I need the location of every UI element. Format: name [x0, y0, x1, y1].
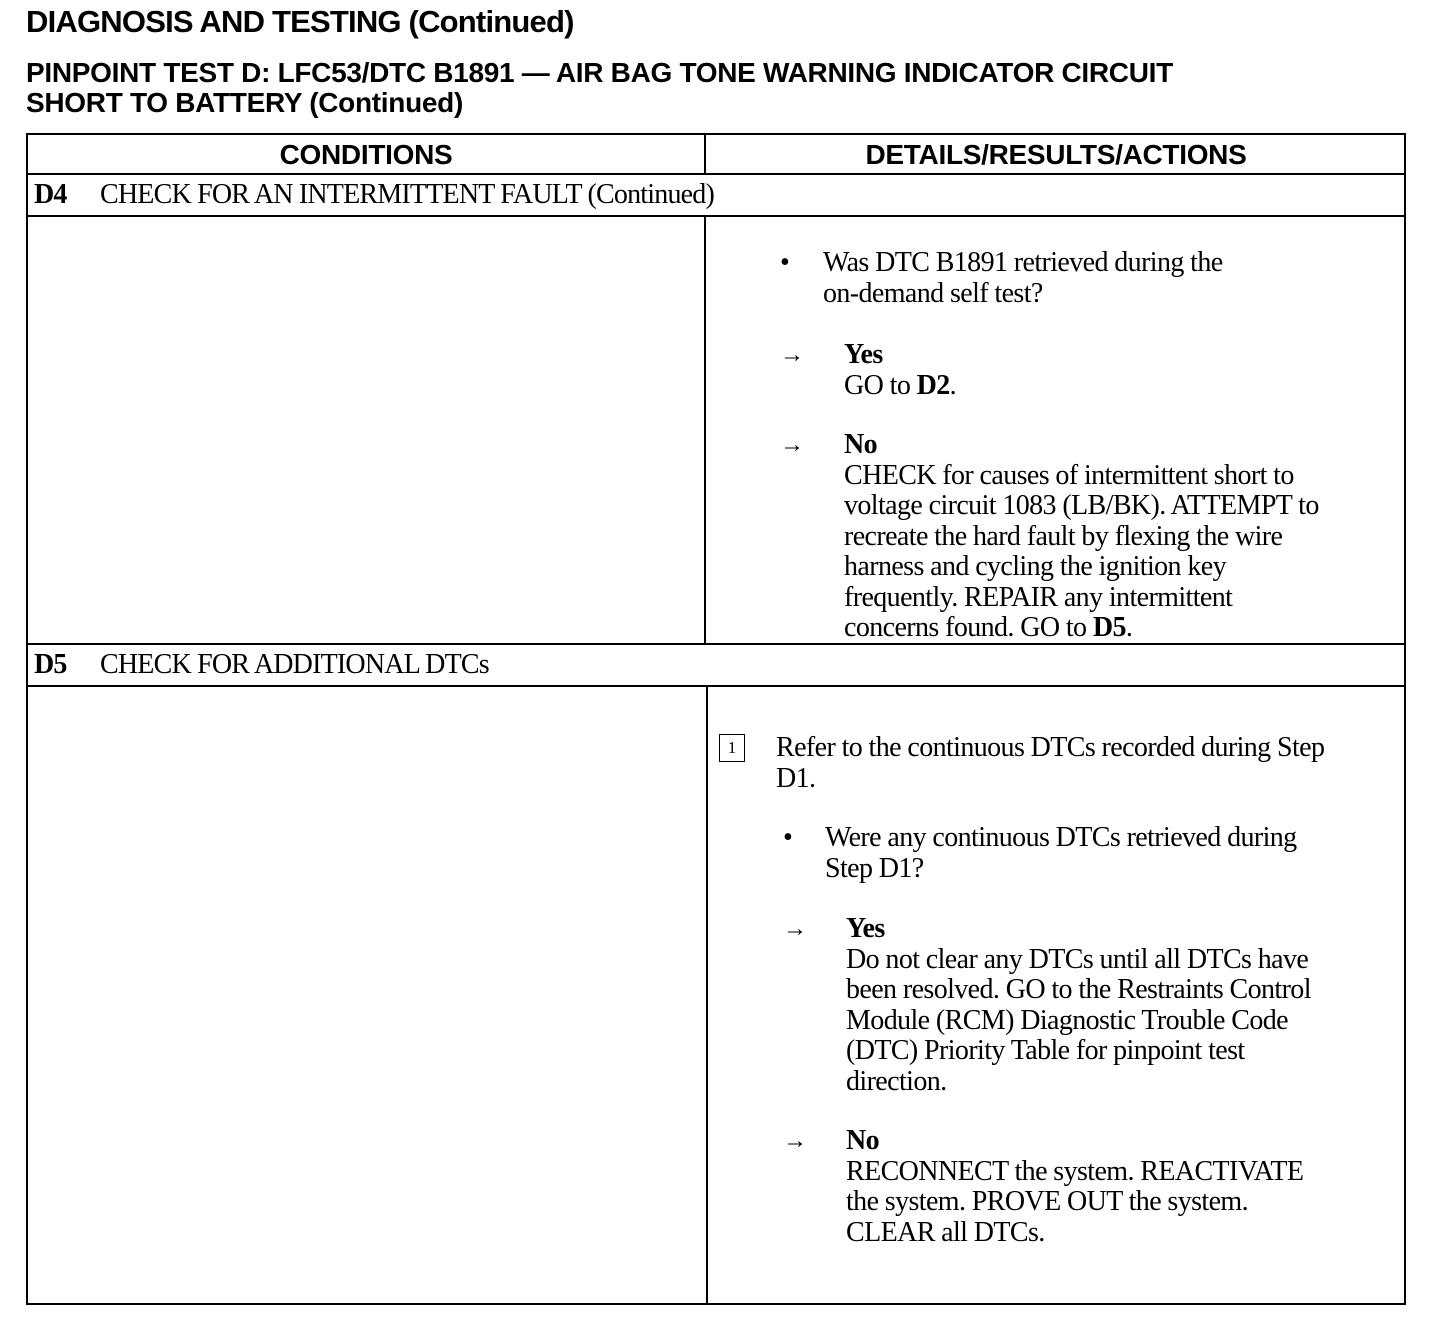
yes-action-line: been resolved. GO to the Restraints Control [846, 974, 1311, 1005]
arrow-right-icon: → [783, 1128, 807, 1154]
no-label: No [844, 429, 878, 460]
step-d5-question [825, 823, 1297, 884]
no-action-line: CHECK for causes of intermittent short to [844, 459, 1294, 491]
yes-action-line: Module (RCM) Diagnostic Trouble Code [846, 1004, 1288, 1036]
step-d5-header [34, 645, 489, 685]
test-title-line-2: SHORT TO BATTERY (Continued) [26, 87, 463, 118]
question-line: Step D1? [825, 852, 924, 884]
step-d5-no [846, 1126, 1303, 1248]
column-divider [706, 687, 708, 1303]
yes-action-line: (DTC) Priority Table for pinpoint test [846, 1035, 1245, 1066]
no-label: No [846, 1125, 880, 1156]
no-action-line: frequently. REPAIR any intermittent [844, 581, 1233, 613]
yes-action-line: Do not clear any DTCs until all DTCs have [846, 943, 1309, 975]
no-action-line: harness and cycling the ignition key [844, 551, 1226, 582]
no-action-line: concerns found. GO to D5. [844, 612, 1133, 643]
question-line: on-demand self test? [823, 277, 1043, 309]
step-title: CHECK FOR AN INTERMITTENT FAULT (Continued) [100, 179, 715, 210]
row-divider [28, 215, 1404, 217]
step-d5-yes [846, 914, 1311, 1097]
pinpoint-test-table [26, 133, 1406, 1305]
step-id: D5 [34, 649, 67, 680]
bullet-icon: • [783, 822, 793, 853]
column-divider [704, 217, 706, 643]
column-header-details: DETAILS/RESULTS/ACTIONS [865, 139, 1247, 170]
column-header-conditions: CONDITIONS [279, 139, 453, 170]
yes-label: Yes [846, 913, 885, 944]
step-d5-instruction [776, 733, 1324, 794]
no-action-line: CLEAR all DTCs. [846, 1216, 1045, 1248]
substep-number-box: 1 [719, 734, 745, 762]
step-title: CHECK FOR ADDITIONAL DTCs [100, 649, 489, 680]
yes-action: GO to D2. [844, 369, 957, 401]
arrow-right-icon: → [783, 916, 807, 942]
instruction-line: D1. [776, 762, 816, 794]
step-d4-question [823, 248, 1223, 309]
no-action-line: RECONNECT the system. REACTIVATE [846, 1155, 1304, 1187]
arrow-right-icon: → [780, 432, 804, 458]
no-action-line: recreate the hard fault by flexing the wire [844, 520, 1283, 552]
step-id: D4 [34, 179, 67, 210]
row-divider [28, 685, 1404, 687]
question-line: Were any continuous DTCs retrieved during [825, 822, 1297, 853]
section-title: DIAGNOSIS AND TESTING (Continued) [26, 4, 574, 39]
pinpoint-test-title [26, 58, 1426, 118]
step-d4-no [844, 430, 1319, 644]
instruction-line: Refer to the continuous DTCs recorded during Step [776, 732, 1325, 763]
step-d4-yes [844, 340, 956, 401]
bullet-icon: • [780, 247, 790, 278]
no-action-line: the system. PROVE OUT the system. [846, 1186, 1249, 1217]
arrow-right-icon: → [780, 342, 804, 368]
yes-action-line: direction. [846, 1065, 947, 1097]
yes-label: Yes [844, 339, 883, 370]
step-d4-header [34, 175, 714, 215]
no-action-line: voltage circuit 1083 (LB/BK). ATTEMPT to [844, 490, 1319, 521]
question-line: Was DTC B1891 retrieved during the [823, 247, 1223, 278]
test-title-line-1: PINPOINT TEST D: LFC53/DTC B1891 — AIR BAG TONE WARNING INDICATOR CIRCUIT [26, 57, 1173, 88]
